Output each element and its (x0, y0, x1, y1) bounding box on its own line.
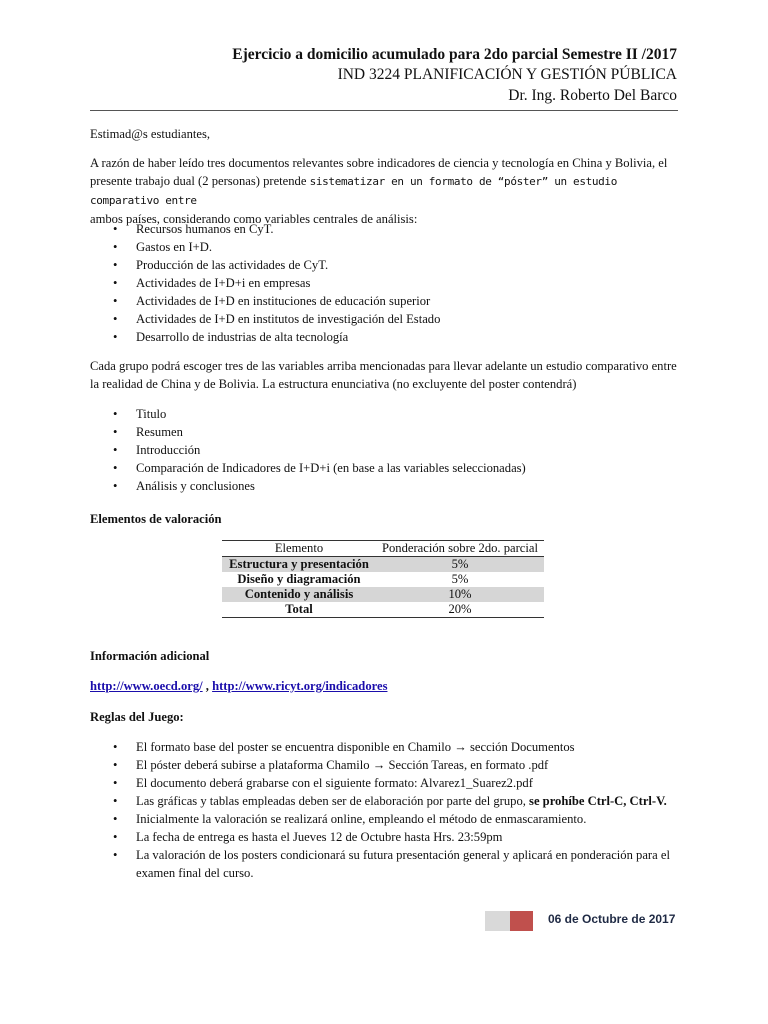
list-item: • Comparación de Indicadores de I+D+i (en base a las variables seleccionadas) (113, 461, 526, 475)
bullet-icon: • (113, 776, 118, 790)
choice-line-1: Cada grupo podrá escoger tres de las variables arriba mencionadas para llevar adelante un estudio comparativo entre (90, 359, 677, 373)
bullet-icon: • (113, 830, 118, 844)
bullet-icon: • (113, 240, 118, 254)
bullet-icon: • (113, 407, 118, 421)
intro-line-2 (90, 172, 682, 210)
rules-heading: Reglas del Juego: (90, 710, 184, 724)
table-row: Estructura y presentación 5% (222, 557, 544, 573)
intro-line-3: ambos países, considerando como variables centrales de análisis: (90, 212, 418, 226)
link-separator: , (202, 679, 213, 693)
bullet-icon: • (113, 330, 118, 344)
document-title: Ejercicio a domicilio acumulado para 2do parcial Semestre II /2017 (232, 46, 677, 63)
list-item: • Actividades de I+D en institutos de investigación del Estado (113, 312, 441, 326)
table-row: Diseño y diagramación 5% (237, 572, 469, 586)
choice-paragraph (90, 357, 682, 393)
list-item: • La valoración de los posters condicionará su futura presentación general y aplicará en ponderación para el examen final del curso. (113, 848, 670, 880)
bullet-icon: • (113, 258, 118, 272)
variables-list (90, 220, 690, 346)
list-item: • Análisis y conclusiones (113, 479, 255, 493)
greeting: Estimad@s estudiantes, (90, 127, 211, 141)
course-name: IND 3224 PLANIFICACIÓN Y GESTIÓN PÚBLICA (337, 66, 677, 83)
list-item: • El póster deberá subirse a plataforma Chamilo → Sección Tareas, en formato .pdf (113, 758, 549, 772)
footer-date: 06 de Octubre de 2017 (548, 912, 676, 926)
ricyt-link[interactable]: http://www.ricyt.org/indicadores (212, 679, 388, 693)
oecd-link[interactable]: http://www.oecd.org/ (90, 679, 203, 693)
rules-list (90, 738, 690, 882)
valuation-table (222, 540, 544, 618)
column-header-weight: Ponderación sobre 2do. parcial (376, 541, 544, 557)
links-line (90, 677, 682, 695)
bullet-icon: • (113, 294, 118, 308)
list-item: • Resumen (113, 425, 183, 439)
structure-list (90, 405, 690, 495)
list-item: • Las gráficas y tablas empleadas deben ser de elaboración por parte del grupo, se prohíbe Ctrl-C, Ctrl-V. (113, 794, 667, 808)
bullet-icon: • (113, 812, 118, 826)
choice-line-2: la realidad de China y de Bolivia. La estructura enunciativa (no excluyente del poster contendrá) (90, 377, 577, 391)
table-row: Contenido y análisis 10% (222, 587, 544, 602)
bullet-icon: • (113, 758, 118, 772)
list-item: • La fecha de entrega es hasta el Jueves 12 de Octubre hasta Hrs. 23:59pm (113, 830, 503, 844)
bullet-icon: • (113, 443, 118, 457)
bullet-icon: • (113, 425, 118, 439)
intro-line-2-mono: sistematizar en un formato de “póster” un estudio comparativo entre (90, 175, 617, 207)
table-row-total: Total 20% (222, 602, 544, 618)
bullet-icon: • (113, 276, 118, 290)
valuation-heading: Elementos de valoración (90, 512, 222, 526)
column-header-element: Elemento (222, 541, 376, 557)
bullet-icon: • (113, 479, 118, 493)
list-item: • Actividades de I+D+i en empresas (113, 276, 311, 290)
bullet-icon: • (113, 222, 118, 236)
list-item: • Introducción (113, 443, 201, 457)
bullet-icon: • (113, 312, 118, 326)
table-header-row (222, 541, 544, 557)
bullet-icon: • (113, 461, 118, 475)
header-divider (90, 110, 678, 111)
list-item: • Actividades de I+D en instituciones de educación superior (113, 294, 431, 308)
bullet-icon: • (113, 794, 118, 808)
list-item: • Titulo (113, 407, 167, 421)
prohibition-text: se prohíbe Ctrl-C, Ctrl-V. (529, 794, 667, 808)
intro-line-1: A razón de haber leído tres documentos relevantes sobre indicadores de ciencia y tecnología en China y Bolivia, el (90, 156, 668, 170)
bullet-icon: • (113, 848, 118, 862)
list-item: • Gastos en I+D. (113, 240, 213, 254)
footer-red-block (510, 911, 533, 931)
list-item: • Inicialmente la valoración se realizará online, empleando el método de enmascaramiento. (113, 812, 587, 826)
intro-line-2-text: presente trabajo dual (2 personas) pretende (90, 174, 310, 188)
list-item: • El formato base del poster se encuentra disponible en Chamilo → sección Documentos (113, 740, 575, 754)
list-item: • Recursos humanos en CyT. (113, 222, 274, 236)
professor-name: Dr. Ing. Roberto Del Barco (508, 87, 677, 104)
intro-paragraph (90, 154, 682, 228)
bullet-icon: • (113, 740, 118, 754)
list-item: • Producción de las actividades de CyT. (113, 258, 329, 272)
list-item: • Desarrollo de industrias de alta tecnología (113, 330, 349, 344)
list-item: • El documento deberá grabarse con el siguiente formato: Alvarez1_Suarez2.pdf (113, 776, 533, 790)
footer-grey-block (485, 911, 510, 931)
additional-info-heading: Información adicional (90, 649, 210, 663)
